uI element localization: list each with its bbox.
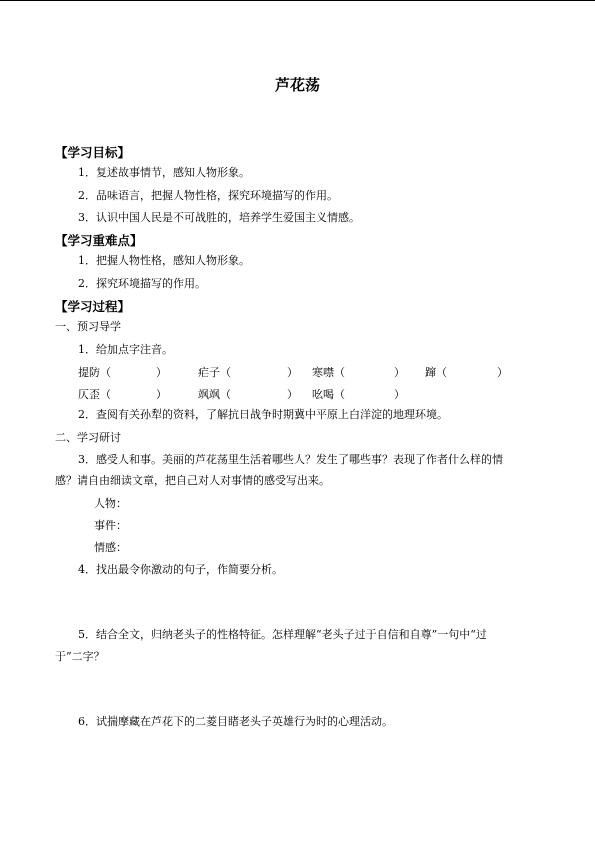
key-point-item: 2．探究环境描写的作用。 bbox=[78, 277, 206, 290]
part2-title: 二、学习研讨 bbox=[55, 431, 121, 444]
pinyin-word: 提防（ bbox=[78, 366, 111, 379]
part1-title: 一、预习导学 bbox=[55, 320, 121, 333]
pinyin-blank-end: ） bbox=[497, 366, 508, 379]
question-2: 2．查阅有关孙犁的资料，了解抗日战争时期冀中平原上白洋淀的地理环境。 bbox=[78, 408, 448, 421]
pinyin-blank-end: ） bbox=[394, 388, 405, 401]
pinyin-word: 飒飒（ bbox=[198, 388, 231, 401]
pinyin-blank-end: ） bbox=[287, 388, 298, 401]
pinyin-word: 疟子（ bbox=[198, 366, 231, 379]
process-heading: 【学习过程】 bbox=[55, 299, 131, 314]
goal-item: 3．认识中国人民是不可战胜的，培养学生爱国主义情感。 bbox=[78, 211, 360, 224]
question-4: 4．找出最令你激动的句子，作简要分析。 bbox=[78, 563, 283, 576]
pinyin-blank-end: ） bbox=[156, 366, 167, 379]
key-point-item: 1．把握人物性格，感知人物形象。 bbox=[78, 254, 250, 267]
goals-heading: 【学习目标】 bbox=[55, 145, 131, 160]
question-6: 6．试揣摩藏在芦花下的二菱目睹老头子英雄行为时的心理活动。 bbox=[78, 715, 393, 728]
q3-feeling-label: 情感： bbox=[94, 541, 127, 554]
pinyin-blank-end: ） bbox=[287, 366, 298, 379]
top-rule bbox=[0, 0, 595, 1]
key-points-heading: 【学习重难点】 bbox=[55, 233, 143, 248]
question-5-line1: 5．结合全文，归纳老头子的性格特征。怎样理解“老头子过于自信和自尊”一句中“过 bbox=[78, 628, 487, 641]
q3-person-label: 人物： bbox=[94, 497, 127, 510]
pinyin-word: 吆喝（ bbox=[312, 388, 345, 401]
question-3-line2: 感？请自由细读文章，把自己对人对事情的感受写出来。 bbox=[55, 474, 330, 487]
question-1: 1．给加点字注音。 bbox=[78, 343, 173, 356]
question-3-line1: 3．感受人和事。美丽的芦花荡里生活着哪些人？发生了哪些事？表现了作者什么样的情 bbox=[78, 453, 503, 466]
pinyin-word: 蹿（ bbox=[425, 366, 447, 379]
pinyin-word: 寒噤（ bbox=[312, 366, 345, 379]
goal-item: 1．复述故事情节，感知人物形象。 bbox=[78, 166, 250, 179]
pinyin-blank-end: ） bbox=[394, 366, 405, 379]
page-title: 芦花荡 bbox=[274, 76, 320, 94]
pinyin-blank-end: ） bbox=[156, 388, 167, 401]
pinyin-word: 仄歪（ bbox=[78, 388, 111, 401]
goal-item: 2．品味语言，把握人物性格，探究环境描写的作用。 bbox=[78, 189, 338, 202]
question-5-line2: 于”二字？ bbox=[55, 650, 105, 663]
q3-event-label: 事件： bbox=[94, 519, 127, 532]
